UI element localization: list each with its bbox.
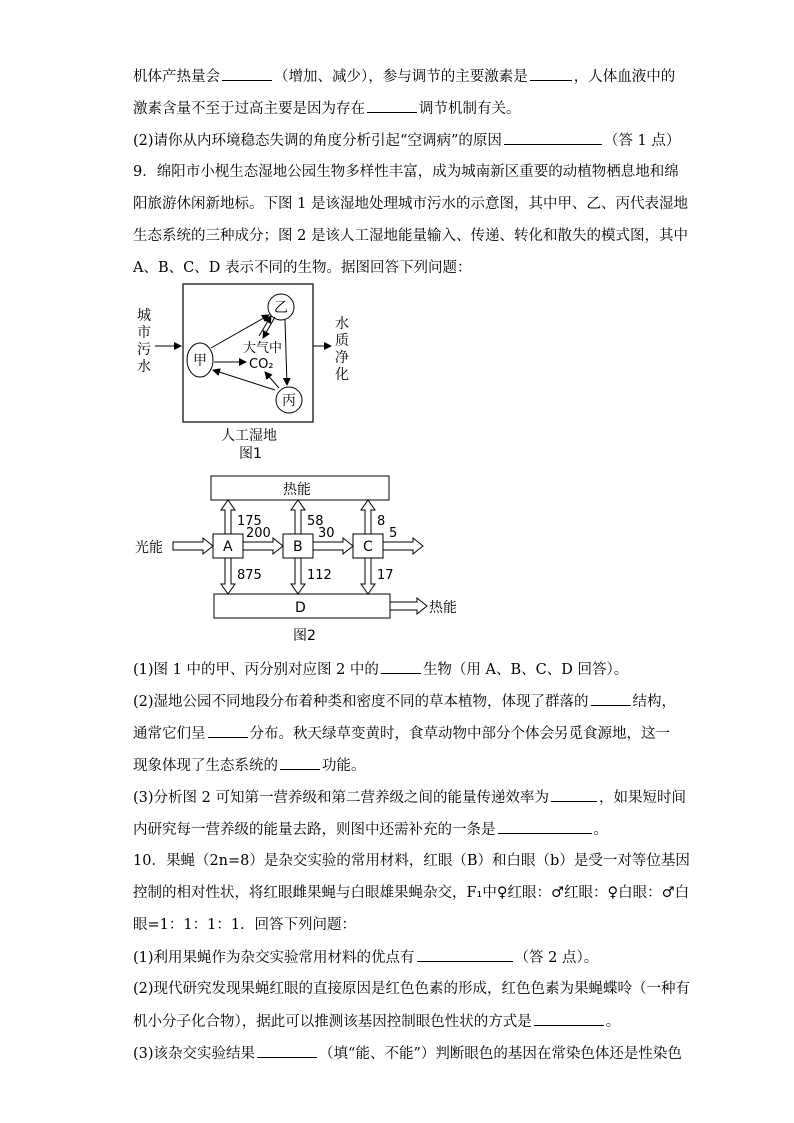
text: (1)利用果蝇作为杂交实验常用材料的优点有 [133,950,415,966]
fig2-value-c-down: 17 [377,568,394,583]
answer-blank [280,755,320,770]
fig2-arrow-b-down [291,558,305,594]
fig1-output-label [335,315,349,383]
text: 激素含量不至于过高主要是因为存在 [133,101,365,117]
fig2-value-b-down: 112 [307,568,332,583]
fig1-input-char: 水 [137,359,151,375]
answer-blank [551,787,597,802]
text: 机体产热量会 [133,69,220,85]
text: (3)分析图 2 可知第一营养级和第二营养级之间的能量传递效率为 [133,790,549,806]
fig1-center-co2: CO₂ [249,357,274,372]
fig1-wetland-label: 人工湿地 [221,428,277,444]
fig1-caption: 图1 [239,446,262,462]
text: (3)该杂交实验结果 [133,1046,256,1062]
answer-blank [591,691,631,706]
q9-sub1 [133,659,628,680]
answer-blank [381,659,421,674]
q9-sub3-2 [133,819,608,840]
fig1-center-line1: 大气中 [243,341,283,356]
text: (1)图 1 中的甲、丙分别对应图 2 中的 [133,662,379,678]
fig2-light-label: 光能 [135,540,163,556]
text-line-3 [133,130,680,151]
answer-blank [222,66,272,81]
text: 结构， [632,694,677,710]
fig1-output-char: 化 [335,367,349,383]
text: 内研究每一营养级的能量去路，则图中还需补充的一条是 [133,822,496,838]
answer-blank [498,819,592,834]
fig2-value-b-up: 58 [307,514,324,529]
q9-sub2-2 [133,723,670,744]
text: 通常它们呈 [133,726,206,742]
fig1-arrow-bing-co2 [265,372,279,388]
text: 机小分子化合物），据此可以推测该基因控制眼色性状的方式是 [133,1014,532,1030]
text: 现象体现了生态系统的 [133,758,278,774]
answer-blank [208,723,248,738]
answer-blank [367,98,417,113]
q10-stem-3: 眼=1：1：1：1．回答下列问题： [133,917,357,933]
fig1-node-yi: 乙 [274,300,288,316]
q9-sub2-3 [133,755,366,776]
text: （增加、减少），参与调节的主要激素是 [274,69,528,85]
q10-sub1 [133,947,598,968]
fig2-arrow-c-up [361,500,375,534]
fig2-value-a-down: 875 [237,568,262,583]
fig1-input-char: 城 [137,308,151,324]
fig1-output-char: 水 [335,316,349,332]
figure-1 [125,280,385,465]
fig2-value-a-b: 200 [246,526,271,541]
fig1-input-char: 市 [137,325,151,341]
answer-blank [417,947,513,962]
fig2-caption: 图2 [293,628,316,644]
figure-2 [125,470,485,648]
q9-stem-3: 生态系统的三种成分；图 2 是该人工湿地能量输入、传递、转化和散失的模式图，其中 [133,228,688,244]
fig1-input-label [137,308,151,375]
fig2-heat-right: 热能 [429,600,457,616]
text: (2)湿地公园不同地段分布着种类和密度不同的草本植物，体现了群落的 [133,694,589,710]
q10-sub2-2 [133,1011,620,1032]
fig1-node-jia: 甲 [193,353,207,369]
answer-blank [534,1011,604,1026]
text: 。 [605,1014,621,1030]
fig2-value-c-up: 8 [377,514,386,529]
q9-stem-1: 9．绵阳市小枧生态湿地公园生物多样性丰富，成为城南新区重要的动植物栖息地和绵 [133,164,679,180]
text: （答 2 点）。 [514,950,599,966]
text: （答 1 点） [603,133,681,149]
q9-sub3-1 [133,787,686,808]
q10-stem-1: 10．果蝇（2n=8）是杂交实验的常用材料，红眼（B）和白眼（b）是受一对等位基因 [133,853,690,869]
text: (2)请你从内环境稳态失调的角度分析引起“空调病”的原因 [133,133,502,149]
fig2-arrow-c-down [361,558,375,594]
fig2-node-d: D [295,600,306,616]
fig1-arrow-yi-bing [285,320,287,385]
text-line-2 [133,98,521,119]
fig1-output-char: 净 [335,350,349,366]
answer-blank [530,66,572,81]
fig2-value-a-up: 175 [237,514,262,529]
text: ，人体血液中的 [573,69,676,85]
fig2-arrow-a-down [221,558,235,594]
q10-stem-2: 控制的相对性状，将红眼雌果蝇与白眼雄果蝇杂交，F₁中♀红眼：♂红眼：♀白眼：♂白 [133,885,690,901]
fig2-arrow-d-heat [390,598,427,614]
fig2-node-b: B [293,539,303,555]
q9-sub2-1 [133,691,676,712]
fig1-arrow-co2-yi [259,316,271,336]
text: 调节机制有关。 [419,101,521,117]
fig2-heat-top: 热能 [283,482,311,498]
q9-stem-4: A、B、C、D 表示不同的生物。据图回答下列问题： [133,260,472,276]
q10-sub2-1: (2)现代研究发现果蝇红眼的直接原因是红色色素的形成，红色色素为果蝇蝶呤（一种有 [133,981,691,997]
text: （填“能、不能”）判断眼色的基因在常染色体还是性染色 [319,1046,682,1062]
fig2-arrow-a-up [221,500,235,534]
fig2-node-a: A [223,539,233,555]
fig2-arrow-light-a [173,538,213,554]
fig1-input-char: 污 [137,342,151,358]
text: 功能。 [322,758,366,774]
fig1-output-char: 质 [335,333,349,349]
fig2-node-c: C [363,539,373,555]
text: ，如果短时间 [598,790,686,806]
answer-blank [504,130,602,145]
fig2-value-b-c: 30 [318,526,335,541]
fig2-value-c-out: 5 [389,526,398,541]
answer-blank [257,1043,317,1058]
q9-stem-2: 阳旅游休闲新地标。下图 1 是该湿地处理城市污水的示意图，其中甲、乙、丙代表湿地 [133,196,688,212]
fig2-arrow-b-up [291,500,305,534]
fig1-node-bing: 丙 [282,393,296,409]
text: 生物（用 A、B、C、D 回答）。 [422,662,629,678]
text-line-1 [133,66,675,87]
text: 。 [593,822,608,838]
text: 分布。秋天绿草变黄时，食草动物中部分个体会另觅食源地，这一 [249,726,670,742]
q10-sub3-1 [133,1043,682,1064]
